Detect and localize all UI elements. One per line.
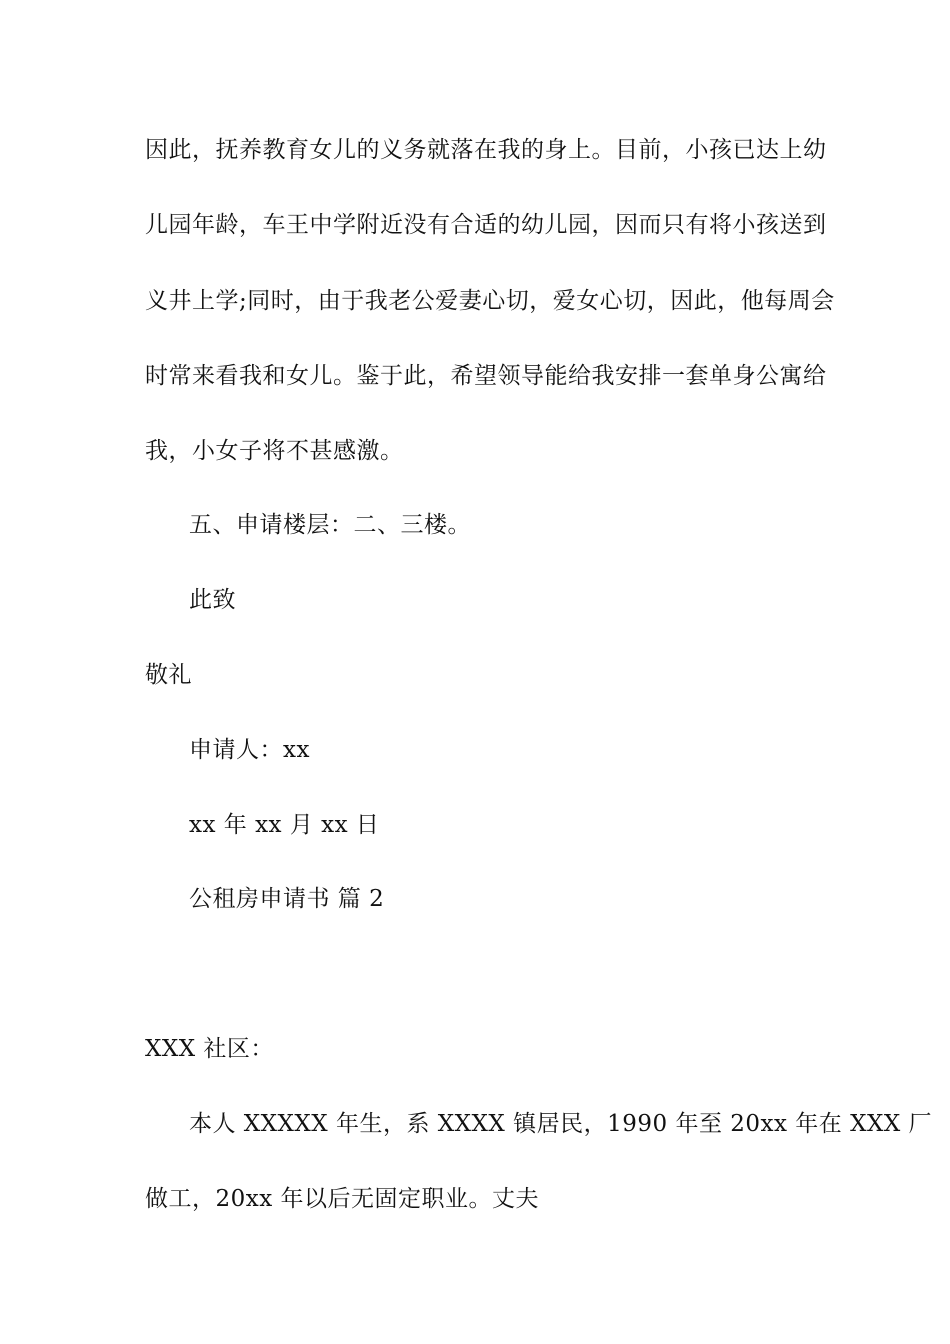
paragraph-line: 义井上学;同时，由于我老公爱妻心切，爱女心切，因此，他每周会	[145, 288, 835, 314]
paragraph-line: 因此，抚养教育女儿的义务就落在我的身上。目前，小孩已达上幼	[145, 137, 827, 163]
addressee-line: XXX 社区：	[145, 1036, 274, 1062]
date-line: xx 年 xx 月 xx 日	[189, 812, 380, 838]
closing-salutation: 此致	[189, 587, 236, 613]
section-title: 公租房申请书 篇 2	[189, 886, 385, 912]
paragraph-line: 儿园年龄，车王中学附近没有合适的幼儿园，因而只有将小孩送到	[145, 212, 827, 238]
paragraph-line: 我，小女子将不甚感激。	[145, 438, 404, 464]
paragraph-line: 时常来看我和女儿。鉴于此，希望领导能给我安排一套单身公寓给	[145, 363, 827, 389]
floor-request-line: 五、申请楼层：二、三楼。	[189, 512, 471, 538]
closing-regards: 敬礼	[145, 662, 192, 688]
paragraph-line: 做工，20xx 年以后无固定职业。丈夫	[145, 1186, 540, 1212]
applicant-line: 申请人：xx	[189, 737, 310, 763]
paragraph-line: 本人 XXXXX 年生，系 XXXX 镇居民，1990 年至 20xx 年在 XXX 厂	[189, 1111, 933, 1137]
